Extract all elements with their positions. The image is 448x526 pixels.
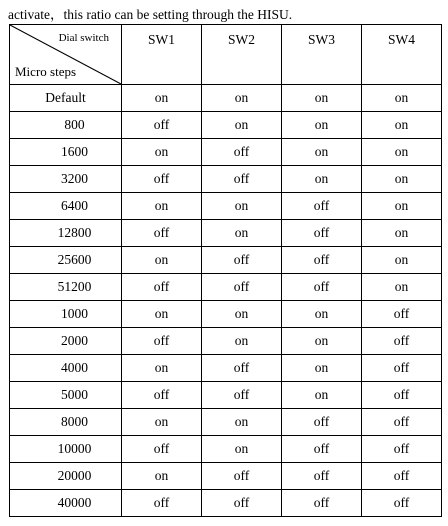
sw3-cell: off — [282, 463, 362, 490]
sw1-cell: off — [122, 112, 202, 139]
sw3-cell: off — [282, 247, 362, 274]
sw4-cell: off — [362, 436, 442, 463]
sw2-cell: on — [202, 328, 282, 355]
sw1-cell: on — [122, 85, 202, 112]
sw2-cell: on — [202, 193, 282, 220]
dial-switch-table — [9, 24, 442, 517]
sw1-cell: off — [122, 166, 202, 193]
sw1-cell: off — [122, 382, 202, 409]
sw2-cell: on — [202, 409, 282, 436]
sw1-cell: off — [122, 274, 202, 301]
table-row — [10, 382, 442, 409]
sw4-cell: on — [362, 220, 442, 247]
table-header-row — [10, 25, 442, 85]
sw3-cell: on — [282, 355, 362, 382]
sw3-cell: on — [282, 139, 362, 166]
sw4-cell: on — [362, 112, 442, 139]
sw2-cell: on — [202, 112, 282, 139]
micro-steps-cell: 6400 — [10, 193, 122, 220]
sw2-cell: off — [202, 274, 282, 301]
sw1-cell: off — [122, 490, 202, 517]
micro-steps-label: Micro steps — [15, 64, 77, 79]
sw3-cell: on — [282, 112, 362, 139]
sw1-cell: off — [122, 436, 202, 463]
sw4-cell: on — [362, 247, 442, 274]
table-row — [10, 139, 442, 166]
sw1-cell: on — [122, 139, 202, 166]
sw3-cell: on — [282, 328, 362, 355]
sw2-cell: off — [202, 139, 282, 166]
table-row — [10, 436, 442, 463]
dial-switch-label: Dial switch — [58, 32, 109, 44]
micro-steps-cell: 1600 — [10, 139, 122, 166]
micro-steps-cell: 51200 — [10, 274, 122, 301]
sw1-cell: off — [122, 220, 202, 247]
micro-steps-cell: 5000 — [10, 382, 122, 409]
caption-text: activate，this ratio can be setting through the HISU. — [8, 7, 293, 22]
sw2-cell: off — [202, 463, 282, 490]
sw1-cell: on — [122, 409, 202, 436]
micro-steps-cell: 25600 — [10, 247, 122, 274]
sw3-cell: on — [282, 85, 362, 112]
table-row — [10, 247, 442, 274]
table-row — [10, 355, 442, 382]
sw4-cell: off — [362, 382, 442, 409]
micro-steps-cell: 8000 — [10, 409, 122, 436]
sw4-cell: on — [362, 274, 442, 301]
micro-steps-cell: 20000 — [10, 463, 122, 490]
sw4-cell: off — [362, 355, 442, 382]
header-sw2: SW2 — [202, 25, 282, 85]
sw3-cell: off — [282, 436, 362, 463]
sw4-cell: off — [362, 328, 442, 355]
sw4-cell: off — [362, 409, 442, 436]
sw2-cell: on — [202, 220, 282, 247]
sw2-cell: on — [202, 301, 282, 328]
sw1-cell: on — [122, 247, 202, 274]
micro-steps-cell: 10000 — [10, 436, 122, 463]
sw2-cell: off — [202, 382, 282, 409]
corner-header-cell — [10, 25, 122, 85]
header-sw4: SW4 — [362, 25, 442, 85]
micro-steps-cell: 2000 — [10, 328, 122, 355]
sw3-cell: off — [282, 193, 362, 220]
sw2-cell: off — [202, 247, 282, 274]
table-row — [10, 166, 442, 193]
sw3-cell: off — [282, 220, 362, 247]
header-sw3: SW3 — [282, 25, 362, 85]
sw1-cell: on — [122, 463, 202, 490]
sw3-cell: on — [282, 166, 362, 193]
sw4-cell: on — [362, 166, 442, 193]
table-row — [10, 220, 442, 247]
sw4-cell: off — [362, 463, 442, 490]
sw4-cell: off — [362, 490, 442, 517]
sw1-cell: on — [122, 355, 202, 382]
sw4-cell: off — [362, 301, 442, 328]
sw1-cell: off — [122, 328, 202, 355]
table-row — [10, 112, 442, 139]
micro-steps-cell: 40000 — [10, 490, 122, 517]
table-row — [10, 328, 442, 355]
sw3-cell: off — [282, 409, 362, 436]
sw1-cell: on — [122, 301, 202, 328]
sw3-cell: on — [282, 382, 362, 409]
sw1-cell: on — [122, 193, 202, 220]
sw2-cell: on — [202, 85, 282, 112]
sw4-cell: on — [362, 193, 442, 220]
table-row — [10, 409, 442, 436]
micro-steps-cell: 12800 — [10, 220, 122, 247]
table-row — [10, 463, 442, 490]
micro-steps-cell: 4000 — [10, 355, 122, 382]
sw2-cell: off — [202, 166, 282, 193]
table-body — [10, 85, 442, 517]
sw2-cell: off — [202, 355, 282, 382]
sw2-cell: off — [202, 490, 282, 517]
micro-steps-cell: 3200 — [10, 166, 122, 193]
sw3-cell: on — [282, 301, 362, 328]
sw2-cell: on — [202, 436, 282, 463]
sw3-cell: off — [282, 274, 362, 301]
micro-steps-cell: Default — [10, 85, 122, 112]
micro-steps-cell: 1000 — [10, 301, 122, 328]
sw4-cell: on — [362, 85, 442, 112]
header-sw1: SW1 — [122, 25, 202, 85]
table-row — [10, 301, 442, 328]
table-row — [10, 193, 442, 220]
micro-steps-cell: 800 — [10, 112, 122, 139]
sw4-cell: on — [362, 139, 442, 166]
table-row — [10, 490, 442, 517]
table-row — [10, 85, 442, 112]
table-row — [10, 274, 442, 301]
sw3-cell: off — [282, 490, 362, 517]
